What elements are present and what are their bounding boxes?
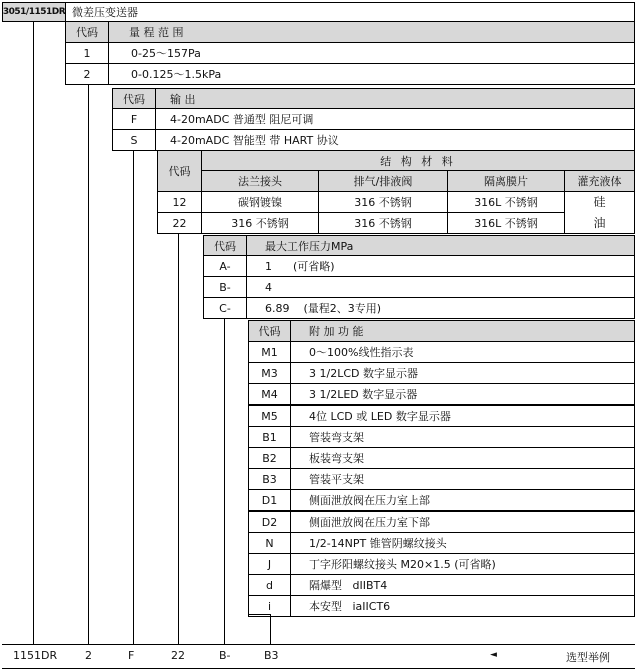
example-output: F — [128, 649, 135, 662]
function-header: 附 加 功 能 — [290, 320, 635, 342]
connector-function — [270, 614, 271, 644]
function-code-d1: D1 — [248, 489, 291, 511]
material-code-header: 代码 — [157, 150, 202, 192]
function-value-b1: 管装弯支架 — [290, 426, 635, 448]
function-code-b3: B3 — [248, 468, 291, 490]
output-code-header: 代码 — [112, 88, 156, 109]
product-name: 微差压变送器 — [65, 2, 635, 22]
connector-function-cap — [248, 614, 271, 615]
example-range: 2 — [85, 649, 92, 662]
range-header: 量 程 范 围 — [108, 21, 635, 43]
pressure-value-c: 6.89 (量程2、3专用) — [246, 297, 635, 319]
example-pressure: B- — [219, 649, 231, 662]
function-value-d1: 侧面泄放阀在压力室上部 — [290, 489, 635, 511]
material-diaphragm-12: 316L 不锈钢 — [447, 191, 565, 213]
fill-fluid-cell — [564, 191, 635, 234]
function-value-n: 1/2-14NPT 锥管阴螺纹接头 — [290, 532, 635, 554]
function-code-m4: M4 — [248, 383, 291, 405]
connector-output — [133, 151, 134, 644]
function-value-m3: 3 1/2LCD 数字显示器 — [290, 362, 635, 384]
example-material: 22 — [171, 649, 185, 662]
pressure-code-header: 代码 — [203, 235, 247, 256]
connector-range — [88, 85, 89, 644]
col-diaphragm: 隔离膜片 — [447, 170, 565, 192]
function-code-m3: M3 — [248, 362, 291, 384]
output-value-f: 4-20mADC 普通型 阻尼可调 — [155, 108, 635, 130]
output-header: 输 出 — [155, 88, 635, 109]
example-row — [2, 644, 635, 669]
example-function: B3 — [264, 649, 279, 662]
function-value-m4: 3 1/2LED 数字显示器 — [290, 383, 635, 405]
function-value-d: 隔爆型 dIIBT4 — [290, 574, 635, 596]
function-code-m1: M1 — [248, 341, 291, 363]
connector-model — [33, 22, 34, 644]
output-value-s: 4-20mADC 智能型 带 HART 协议 — [155, 129, 635, 151]
pressure-code-a: A- — [203, 255, 247, 277]
function-value-i: 本安型 iaIICT6 — [290, 595, 635, 617]
col-flange: 法兰接头 — [201, 170, 319, 192]
function-code-j: J — [248, 553, 291, 575]
material-vent-12: 316 不锈钢 — [318, 191, 448, 213]
material-flange-22: 316 不锈钢 — [201, 212, 319, 234]
function-code-b2: B2 — [248, 447, 291, 469]
range-code-2: 2 — [65, 63, 109, 85]
range-value-2: 0-0.125～1.5kPa — [108, 63, 635, 85]
fill-fluid-char-2: 油 — [593, 215, 606, 230]
range-value-1: 0-25～157Pa — [108, 42, 635, 64]
function-value-b3: 管装平支架 — [290, 468, 635, 490]
material-code-12: 12 — [157, 191, 202, 213]
pressure-value-b: 4 — [246, 276, 635, 298]
output-code-f: F — [112, 108, 156, 130]
range-code-1: 1 — [65, 42, 109, 64]
pressure-header: 最大工作压力MPa — [246, 235, 635, 256]
pressure-value-a: 1 (可省略) — [246, 255, 635, 277]
connector-material — [178, 234, 179, 644]
model-code-label: 3051/1151DR — [2, 2, 66, 22]
material-vent-22: 316 不锈钢 — [318, 212, 448, 234]
pressure-code-b: B- — [203, 276, 247, 298]
material-code-22: 22 — [157, 212, 202, 234]
col-vent-valve: 排气/排液阀 — [318, 170, 448, 192]
function-code-n: N — [248, 532, 291, 554]
function-value-m1: 0～100%线性指示表 — [290, 341, 635, 363]
example-model: 1151DR — [13, 649, 58, 662]
function-code-d2: D2 — [248, 511, 291, 533]
function-code-b1: B1 — [248, 426, 291, 448]
example-arrow-icon: ◄ — [490, 650, 497, 660]
pressure-code-c: C- — [203, 297, 247, 319]
material-flange-12: 碳钢镀镍 — [201, 191, 319, 213]
example-label: 选型举例 — [566, 651, 610, 664]
function-value-j: 丁字形阳螺纹接头 M20×1.5 (可省略) — [290, 553, 635, 575]
output-code-s: S — [112, 129, 156, 151]
fill-fluid-char-1: 硅 — [593, 194, 606, 209]
function-value-b2: 板装弯支架 — [290, 447, 635, 469]
range-code-header: 代码 — [65, 21, 109, 43]
material-diaphragm-22: 316L 不锈钢 — [447, 212, 565, 234]
function-code-i: i — [248, 595, 291, 617]
col-fill-fluid: 灌充液体 — [564, 170, 635, 192]
function-code-header: 代码 — [248, 320, 291, 342]
function-value-m5: 4位 LCD 或 LED 数字显示器 — [290, 405, 635, 427]
function-code-d: d — [248, 574, 291, 596]
material-group-header: 结 构 材 料 — [201, 150, 635, 171]
connector-pressure — [224, 319, 225, 644]
function-code-m5: M5 — [248, 405, 291, 427]
function-value-d2: 侧面泄放阀在压力室下部 — [290, 511, 635, 533]
